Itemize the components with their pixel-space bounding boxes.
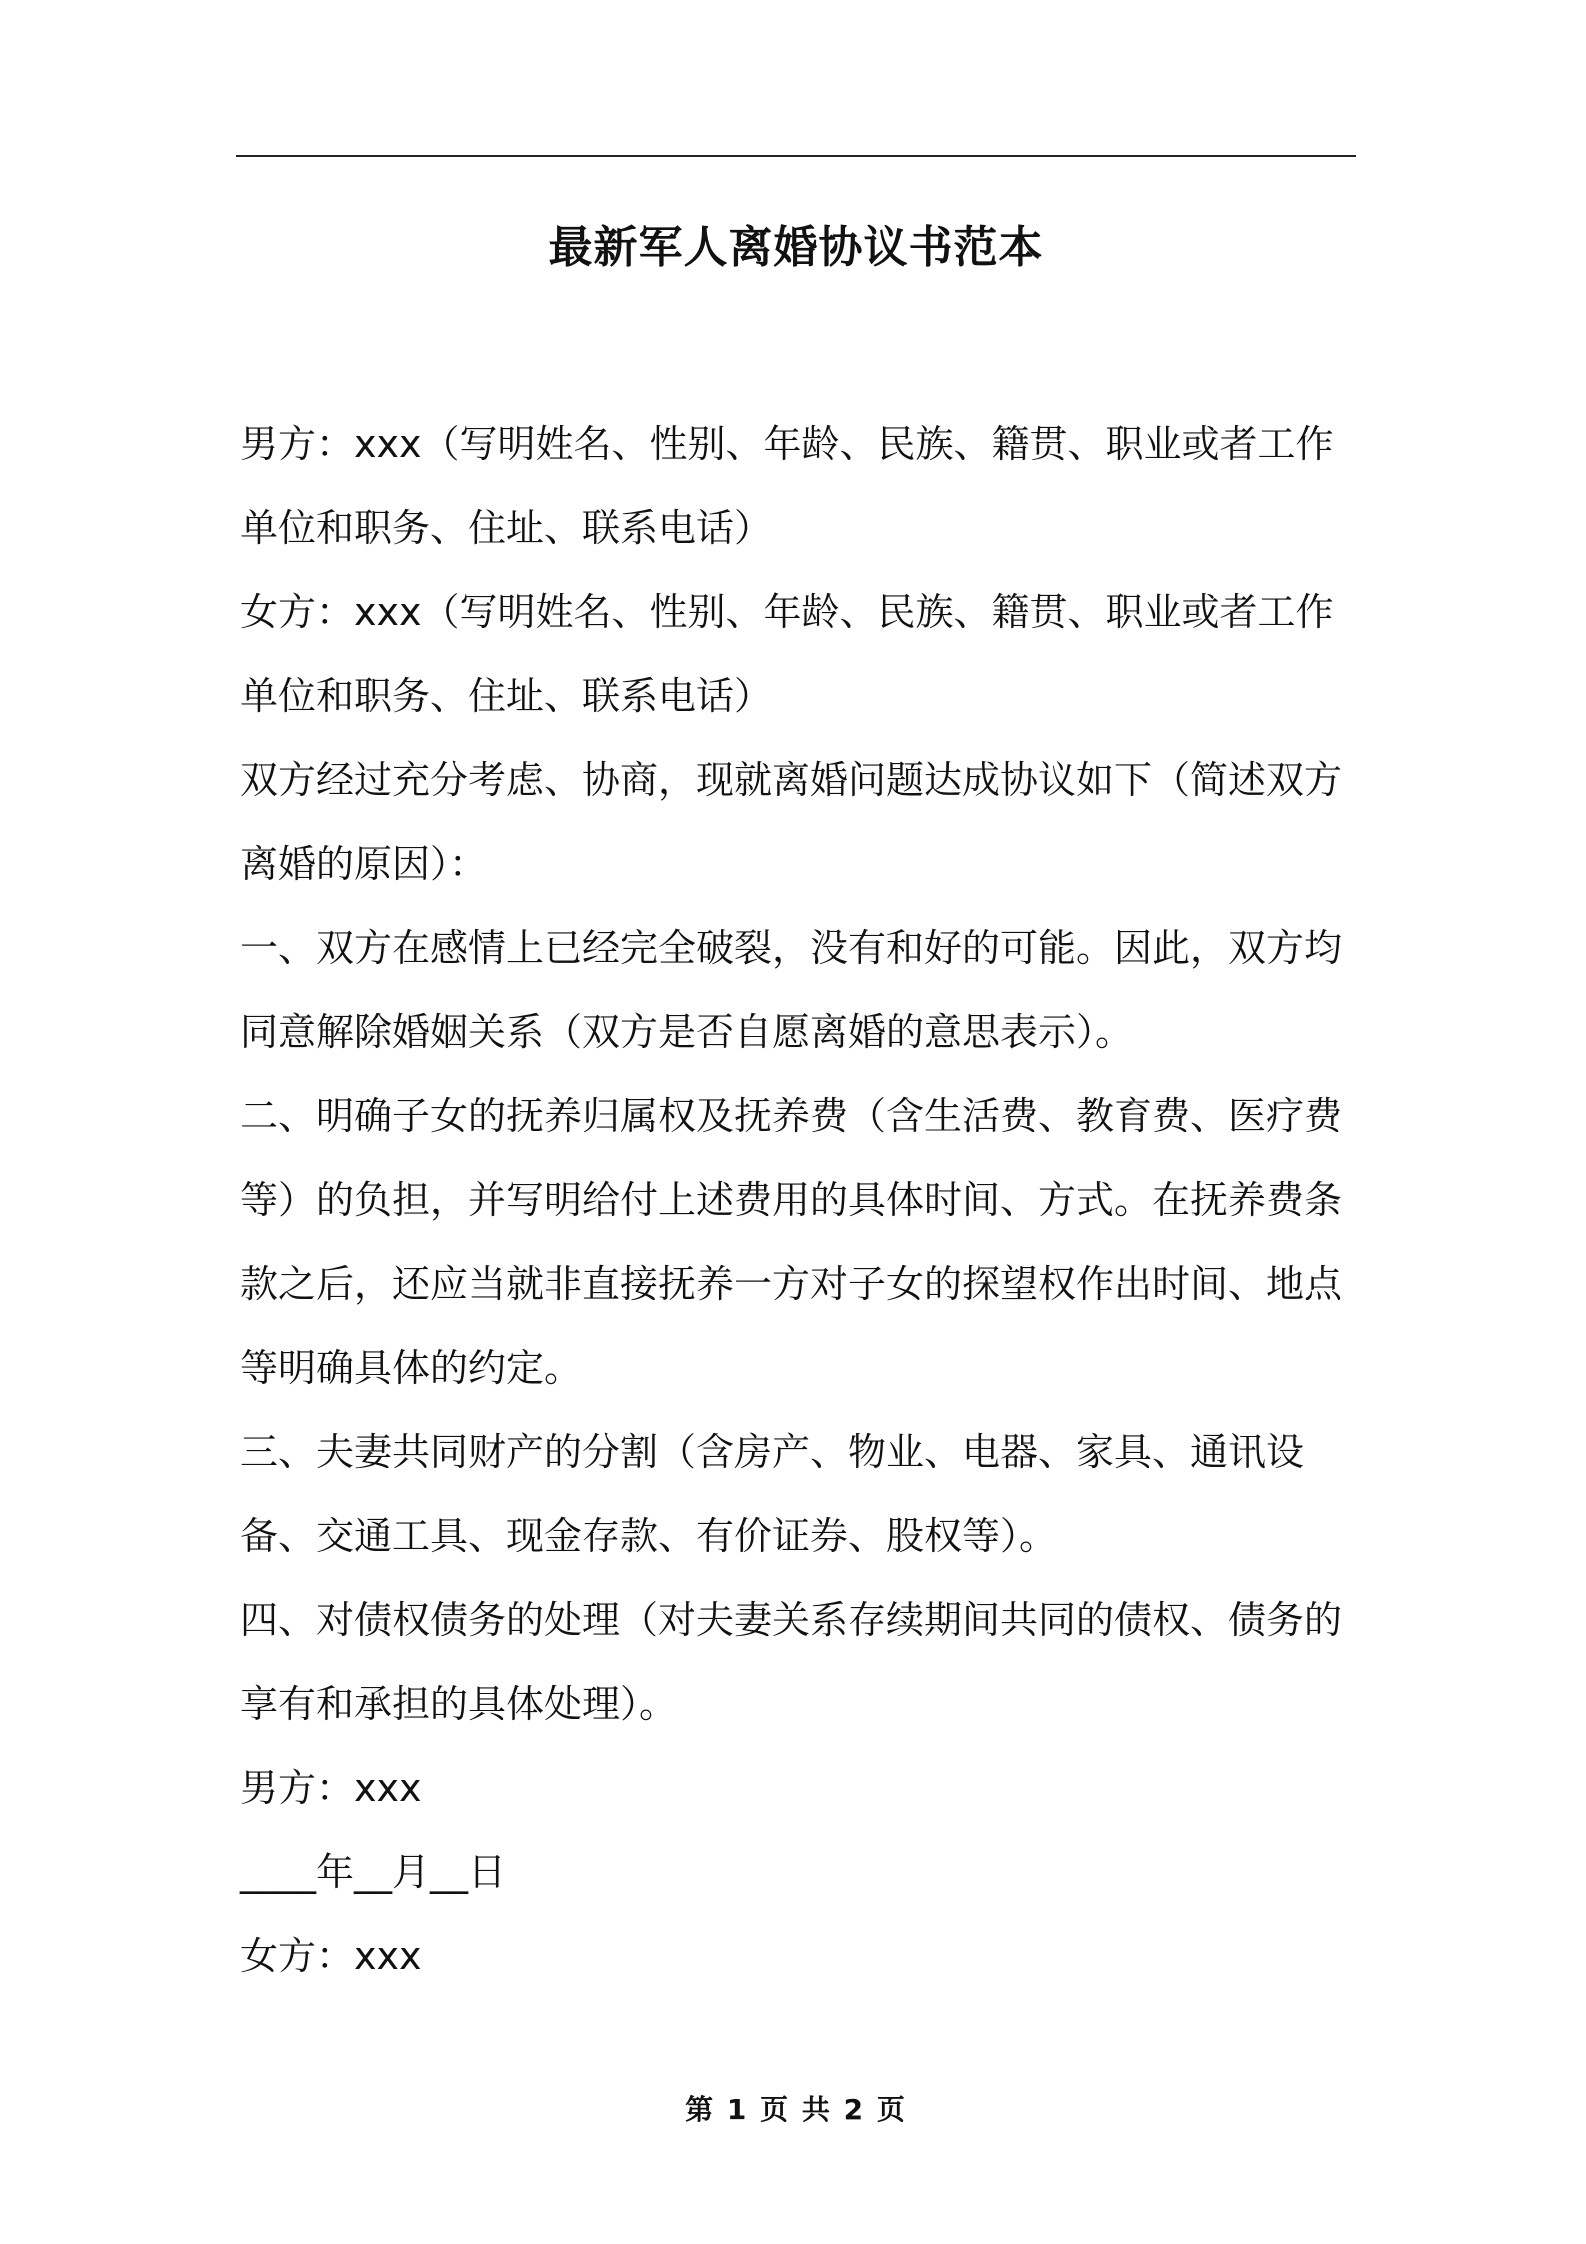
signature-male: 男方：xxx xyxy=(240,1766,422,1810)
signature-female: 女方：xxx xyxy=(240,1934,422,1978)
document-body xyxy=(240,402,1360,1998)
paragraph-clause-1: 一、双方在感情上已经完全破裂，没有和好的可能。因此，双方均同意解除婚姻关系（双方是否自愿离婚的意思表示）。 xyxy=(240,926,1343,1054)
header-divider xyxy=(236,155,1356,157)
paragraph-female-party: 女方：xxx（写明姓名、性别、年龄、民族、籍贯、职业或者工作单位和职务、住址、联系电话） xyxy=(240,590,1334,718)
paragraph-clause-4: 四、对债权债务的处理（对夫妻关系存续期间共同的债权、债务的享有和承担的具体处理）。 xyxy=(240,1598,1343,1726)
paragraph-clause-2: 二、明确子女的抚养归属权及抚养费（含生活费、教育费、医疗费等）的负担，并写明给付上述费用的具体时间、方式。在抚养费条款之后，还应当就非直接抚养一方对子女的探望权作出时间、地点等明确具体的约定。 xyxy=(240,1094,1343,1390)
paragraph-agreement-intro: 双方经过充分考虑、协商，现就离婚问题达成协议如下（简述双方离婚的原因）： xyxy=(240,758,1343,886)
page-number-footer: 第 1 页 共 2 页 xyxy=(685,2093,907,2126)
document-title: 最新军人离婚协议书范本 xyxy=(548,222,1044,273)
paragraph-clause-3: 三、夫妻共同财产的分割（含房产、物业、电器、家具、通讯设备、交通工具、现金存款、有价证券、股权等）。 xyxy=(240,1430,1305,1558)
paragraph-male-party: 男方：xxx（写明姓名、性别、年龄、民族、籍贯、职业或者工作单位和职务、住址、联系电话） xyxy=(240,422,1334,550)
signature-date: ____年__月__日 xyxy=(240,1850,507,1894)
